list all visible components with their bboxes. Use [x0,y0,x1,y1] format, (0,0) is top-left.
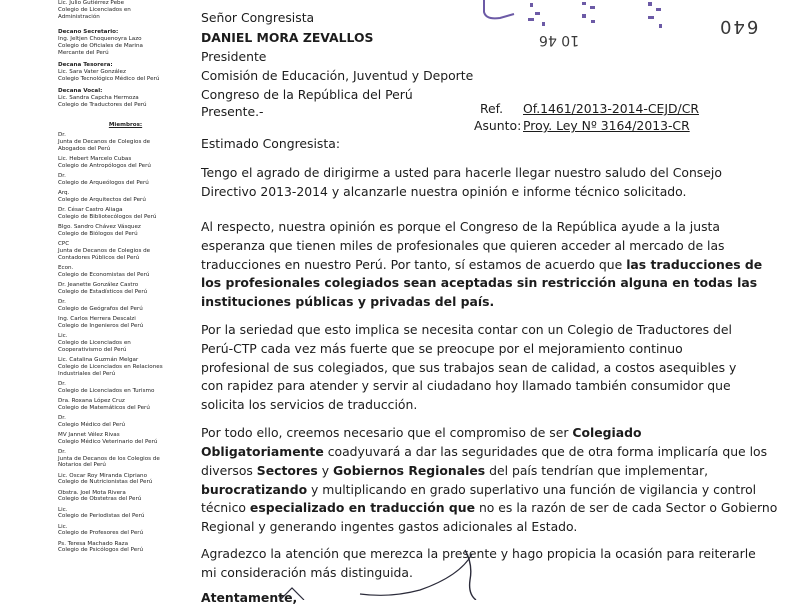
addressee-role: Presidente [201,49,267,64]
member-line: Dr. [58,172,66,179]
bold-run: Colegiado [572,425,642,440]
member-line: Dr. [58,132,66,138]
sidebar-line: Administración [58,13,100,20]
addressee-name: DANIEL MORA ZEVALLOS [201,30,374,45]
paragraph-4-line [201,444,767,459]
sidebar-line: Lic. Sandra Capcha Hermoza [58,94,139,101]
member-line: Colegio de Antropólogos del Perú [58,162,151,169]
member-line: Abogados del Perú [58,145,111,152]
member-line: Colegio de Licenciados en [58,339,131,346]
text-run: y multiplicando en grado superlativo una función de vigilancia y control [307,482,757,497]
text-run: Por todo ello, creemos necesario que el compromiso de ser [201,425,573,440]
subject-value: Proy. Ley Nº 3164/2013-CR [523,118,690,133]
member-line: MV Jannet Vélez Rivas [58,431,120,438]
member-line: CPC [58,240,70,247]
addressee-title: Señor Congresista [201,10,315,25]
member-line: Blgo. Sandro Chávez Vásquez [58,223,141,230]
member-line: Dr. [58,448,66,455]
paragraph-3-line: con rapidez para atender y servir al ciudadano hoy llamado también consumidor que [201,378,731,393]
member-line: Colegio de Geógrafos del Perú [58,305,143,312]
member-line: Lic. Catalina Guzmán Melgar [58,356,139,363]
signature [240,528,570,600]
member-line: Lic. Oscar Roy Miranda Cipriano [58,472,148,479]
paragraph-3-line: Por la seriedad que esto implica se necesita contar con un Colegio de Traductores del [201,322,732,337]
member-line: Junta de Decanos de los Colegios de [58,455,160,462]
member-line: Colegio de Matemáticos del Perú [58,404,150,411]
greeting: Estimado Congresista: [201,136,341,151]
paragraph-4-line [201,425,642,440]
ref-label: Ref. [480,101,504,116]
member-line: Colegio de Arqueólogos del Perú [58,179,149,186]
ref-value: Of.1461/2013-2014-CEJD/CR [523,101,699,116]
text-run: del país tendrían que implementar, [485,463,709,478]
member-line: Econ. [58,264,74,271]
member-line: Dr. Jeanette González Castro [58,281,139,288]
member-line: Colegio de Biólogos del Perú [58,230,138,237]
member-line: Cooperativismo del Perú [58,346,127,353]
member-line: Colegio de Arquitectos del Perú [58,196,146,203]
bold-run: Sectores [256,463,318,478]
sidebar-line: Mercante del Perú [58,49,109,56]
subject-label: Asunto: [474,118,522,133]
member-line: Colegio de Licenciados en Relaciones [58,363,163,370]
bold-run: especializado en traducción que [249,500,475,515]
member-line: Notarios del Perú [58,462,106,469]
paragraph-2-line: esperanza que tienen miles de profesionales que quieren acceder al mercado de las [201,238,725,253]
member-line: Industriales del Perú [58,370,116,377]
member-line: Ps. Teresa Machado Raza [58,540,128,547]
sidebar-line: Colegio de Licenciados en [58,6,131,13]
text-run: y [317,463,334,478]
stamp-number: 640 [718,16,759,37]
member-line: Arq. [58,189,70,196]
member-line: Colegio Médico del Perú [58,421,126,428]
member-line: Colegio de Bibliotecólogos del Perú [58,213,157,220]
members-title: Miembros: [108,122,143,128]
paragraph-5-line: Agradezco la atención que merezca la presente y hago propicia la ocasión para reiterarle [201,546,756,561]
member-line: Colegio de Nutricionistas del Perú [58,479,153,486]
officer-role: Decana Vocal: [58,88,103,94]
bold-run: Gobiernos Regionales [333,463,486,478]
sidebar-line: Lic. Julio Gutiérrez Pebe [58,0,125,6]
member-line: Lic. Hebert Marcelo Cubas [58,155,132,162]
bold-run: burocratizando [201,482,308,497]
closing: Atentamente, [201,590,298,605]
member-line: Ing. Carlos Herrera Descalzi [58,315,136,322]
member-line: Colegio Médico Veterinario del Perú [58,438,158,445]
sidebar-line: Colegio de Oficiales de Marina [58,42,143,49]
paragraph-3-line: solicita los servicios de traducción. [201,397,418,412]
text-run: diversos [201,463,257,478]
paragraph-4-line [201,482,756,497]
paragraph-4-line [201,463,708,478]
paragraph-2-line: Al respecto, nuestra opinión es porque el Congreso de la República ayude a la justa [201,219,720,234]
bold-run: Obligatoriamente [201,444,324,459]
paragraph-4-line: Regional y generando ingentes gastos adicionales al Estado. [201,519,578,534]
member-line: Colegio de Economistas del Perú [58,271,150,278]
paragraph-1-line: Tengo el agrado de dirigirme a usted para hacerle llegar nuestro saludo del Consejo [201,165,722,180]
paragraph-5-line: mi consideración más distinguida. [201,565,413,580]
member-line: Dr. César Castro Aliaga [58,206,123,213]
member-line: Colegio de Ingenieros del Perú [58,322,144,329]
text-run: traducciones en nuestro Perú. Por tanto, sí estamos de acuerdo que [201,257,627,272]
member-line: Junta de Decanos de Colegios de [58,138,151,145]
text-run: técnico [201,500,250,515]
member-line: Dr. [58,414,66,421]
member-line: Dr. [58,380,66,387]
member-line: Colegio de Licenciados en Turismo [58,387,155,394]
officer-role: Decana Tesorera: [58,62,113,68]
member-line: Lic. [58,332,68,339]
bold-run: las traducciones de [626,257,763,272]
member-line: Colegio de Psicólogos del Perú [58,547,144,554]
addressee-presente: Presente.- [201,104,264,119]
member-line: Lic. [58,523,68,530]
member-line: Lic. [58,506,68,513]
paragraph-2-line: los profesionales colegiados sean aceptadas sin restricción alguna en todas las [201,275,758,290]
paragraph-4-line [201,500,777,515]
paragraph-3-line: profesional de sus colegiados, que sus trabajos sean de calidad, a costos asequibles y [201,360,737,375]
member-line: Obstra. Joel Mota Rivera [58,489,126,496]
member-line: Contadores Públicos del Perú [58,254,140,261]
sidebar-line: Lic. Sara Vater González [58,68,126,75]
sidebar-line: Ing. Jeltjen Choquenoyra Lazo [58,35,142,42]
member-line: Colegio de Obstetras del Perú [58,496,142,503]
member-line: Dr. [58,298,66,305]
addressee-institution: Congreso de la República del Perú [201,87,413,102]
member-line: Colegio de Profesores del Perú [58,530,144,537]
paragraph-2-line [201,257,762,272]
member-line: Dra. Roxana López Cruz [58,397,125,404]
addressee-commission: Comisión de Educación, Juventud y Deporte [201,68,474,83]
text-run: coadyuvará a dar las seguridades que de otra forma implicaría que los [323,444,768,459]
officer-role: Decano Secretario: [58,29,119,35]
sidebar-line: Colegio Tecnológico Médico del Perú [58,75,160,82]
paragraph-3-line: Perú-CTP cada vez más fuerte que se preocupe por el mejoramiento continuo [201,341,683,356]
member-line: Junta de Decanos de Colegios de [58,247,151,254]
text-run: no es la razón de ser de cada Sector o Gobierno [475,500,778,515]
paragraph-2-line: instituciones públicas y privadas del país. [201,294,495,309]
sidebar-line: Colegio de Traductores del Perú [58,101,147,108]
member-line: Colegio de Periodistas del Perú [58,513,145,520]
paragraph-1-line: Directivo 2013-2014 y alcanzarle nuestra opinión e informe técnico solicitado. [201,184,687,199]
member-line: Colegio de Estadísticos del Perú [58,288,148,295]
stamp-time: 10 46 [539,32,580,48]
